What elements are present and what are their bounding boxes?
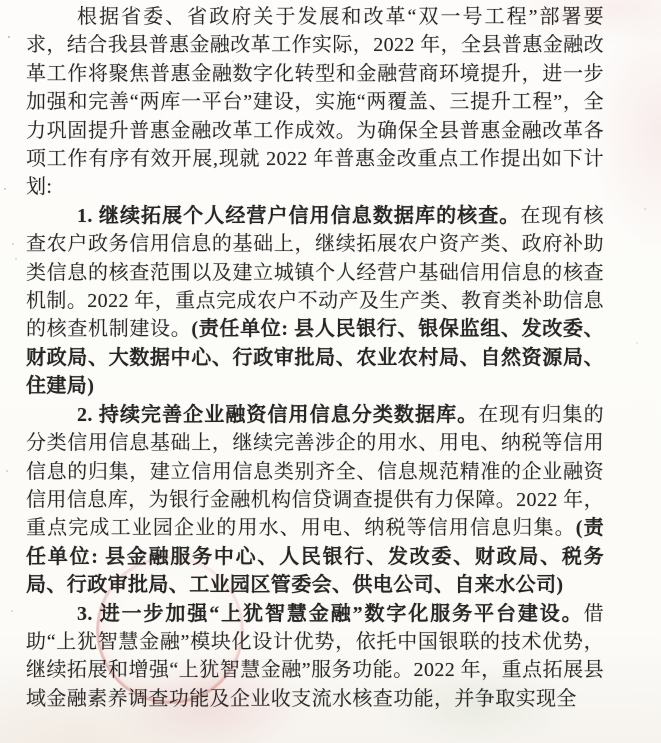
section-2-paragraph <box>26 401 604 600</box>
section-1-paragraph <box>26 202 604 401</box>
section-3-paragraph <box>26 600 604 714</box>
scan-dust-specks <box>8 36 10 38</box>
document-text <box>26 3 604 713</box>
intro-paragraph: 根据省委、省政府关于发展和改革“双一号工程”部署要求，结合我县普惠金融改革工作实际，2022 年，全县普惠金融改革工作将聚焦普惠金融数字化转型和金融营商环境提升，进一步加强和完善“两库一平台”建设，实施“两覆盖、三提升工程”，全力巩固提升普惠金融改革工作成效。为确保全县普惠金融改革各项工作有序有效开展,现就 2022 年普惠金改重点工作提出如下计划: <box>26 6 604 199</box>
section-1-body: 在现有核查农户政务信用信息的基础上，继续拓展农户资产类、政府补助类信息的核查范围以及建立城镇个人经营户基础信用信息的核查机制。2022 年，重点完成农户不动产及生产类、教育类补助信息的核查机制建设。 <box>26 204 604 341</box>
section-3-body: 借助“上犹智慧金融”模块化设计优势，依托中国银联的技术优势，继续拓展和增强“上犹智慧金融”服务功能。2022 年，重点拓展县域金融素养调查功能及企业收支流水核查功能，并争取实现全 <box>26 602 604 710</box>
section-2-heading: 2. 持续完善企业融资信用信息分类数据库。 <box>77 403 479 426</box>
section-2-body: 在现有归集的分类信用信息基础上，继续完善涉企的用水、用电、纳税等信用信息的归集，建立信用信息类别齐全、信息规范精准的企业融资信用信息库，为银行金融机构信贷调查提供有力保障。2022 年，重点完成工业园企业的用水、用电、纳税等信用信息归集。 <box>26 403 604 540</box>
section-1-heading: 1. 继续拓展个人经营户信用信息数据库的核查。 <box>77 204 521 227</box>
section-2-responsibility: (责任单位: 县金融服务中心、人民银行、发改委、财政局、税务局、行政审批局、工业园区管委会、供电公司、自来水公司) <box>26 517 604 597</box>
section-1-responsibility: (责任单位: 县人民银行、银保监组、发改委、财政局、大数据中心、行政审批局、农业农村局、自然资源局、住建局) <box>26 318 605 398</box>
section-3-heading: 3. 进一步加强“上犹智慧金融”数字化服务平台建设。 <box>77 602 584 625</box>
